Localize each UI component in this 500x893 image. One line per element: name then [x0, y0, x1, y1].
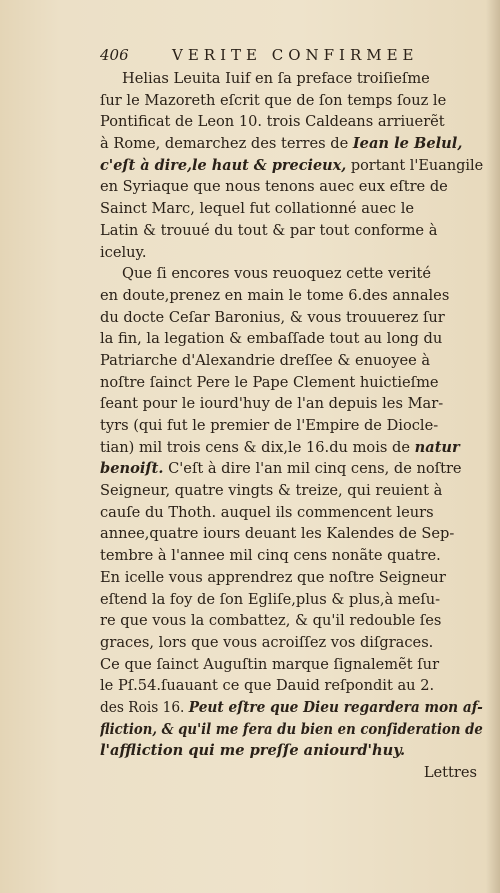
roman-text: Que ſi encores vous reuoquez cette verité: [122, 265, 431, 283]
text-line: [100, 220, 483, 242]
text-line: [100, 242, 483, 264]
text-line: [100, 307, 483, 329]
text-line: [100, 415, 483, 437]
text-line: [100, 393, 483, 415]
text-line: [100, 328, 483, 350]
italic-text: benoiſt.: [100, 460, 164, 478]
roman-text: tian) mil trois cens & dix,le 16.du mois de: [100, 438, 415, 456]
running-title: VERITE CONFIRMEE: [172, 46, 419, 64]
text-line: [100, 437, 483, 459]
text-line: [100, 458, 483, 480]
roman-text: En icelle vous apprendrez que noſtre Seigneur: [100, 568, 446, 586]
italic-text: Peut eſtre que Dieu regardera mon af-: [188, 698, 483, 716]
text-line: [100, 589, 483, 611]
text-line: [100, 372, 483, 394]
text-line: [100, 480, 483, 502]
roman-text: C'eſt à dire l'an mil cinq cens, de noſtre: [163, 460, 462, 478]
italic-text: fliction, & qu'il me fera du bien en conſideration de: [100, 720, 483, 738]
page-number: 406: [100, 46, 129, 64]
roman-text: iceluy.: [100, 243, 147, 261]
roman-text: re que vous la combattez, & qu'il redouble ſes: [100, 612, 442, 630]
text-line: [100, 133, 483, 155]
roman-text: ſur le Mazoreth eſcrit que de ſon temps ſouz le: [100, 91, 447, 109]
text-line: [100, 263, 483, 285]
text-line: [100, 198, 483, 220]
text-line: [100, 285, 483, 307]
text-line: [100, 545, 483, 567]
roman-text: noſtre ſainct Pere le Pape Clement huictieſme: [100, 373, 439, 391]
italic-text: c'eſt à dire,le haut & precieux,: [100, 156, 347, 174]
text-line: [100, 740, 483, 762]
roman-text: du docte Ceſar Baronius, & vous trouuerez ſur: [100, 308, 445, 326]
text-line: [100, 675, 483, 697]
roman-text: des Rois 16.: [100, 698, 189, 716]
roman-text: cauſe du Thoth. auquel ils commencent leurs: [100, 503, 434, 521]
roman-text: Helias Leuita Iuif en ſa preface troiſieſme: [122, 70, 430, 87]
roman-text: Pontificat de Leon 10. trois Caldeans arriuerẽt: [100, 113, 445, 131]
running-header: [100, 46, 480, 68]
body-text: [100, 68, 483, 784]
text-line: [100, 697, 483, 719]
roman-text: en doute,prenez en main le tome 6.des annales: [100, 286, 450, 304]
text-line: [100, 176, 483, 198]
roman-text: Ce que ſainct Auguſtin marque ſignalemẽt ſur: [100, 655, 440, 673]
roman-text: tembre à l'annee mil cinq cens nonãte quatre.: [100, 547, 441, 565]
roman-text: Latin & trouué du tout & par tout conforme à: [100, 221, 438, 239]
italic-text: natur: [414, 438, 460, 456]
text-line: [100, 502, 483, 524]
text-line: [100, 90, 483, 112]
italic-text: Iean le Belul,: [352, 135, 463, 153]
roman-text: eſtend la foy de ſon Egliſe,plus & plus,à meſu-: [100, 590, 441, 608]
roman-text: le Pſ.54.ſuauant ce que Dauid reſpondit au 2.: [100, 677, 435, 695]
gutter-shadow: [486, 0, 500, 893]
roman-text: la fin, la legation & embaſſade tout au long du: [100, 330, 443, 348]
roman-text: Patriarche d'Alexandrie dreſſee & enuoyee à: [100, 351, 431, 369]
text-line: [100, 350, 483, 372]
text-line: [100, 719, 483, 741]
text-line: [100, 155, 483, 177]
roman-text: en Syriaque que nous tenons auec eux eſtre de: [100, 178, 448, 196]
roman-text: annee,quatre iours deuant les Kalendes de Sep-: [100, 525, 455, 543]
roman-text: graces, lors que vous acroiſſez vos diſgraces.: [100, 633, 434, 651]
text-line: [100, 111, 483, 133]
roman-text: portant l'Euangile: [346, 156, 483, 174]
roman-text: Sainct Marc, lequel fut collationné auec le: [100, 200, 415, 218]
roman-text: Seigneur, quatre vingts & treize, qui reuient à: [100, 482, 443, 500]
roman-text: tyrs (qui fut le premier de l'Empire de Diocle-: [100, 417, 439, 434]
text-line: [100, 523, 483, 545]
text-line: [100, 632, 483, 654]
text-line: [100, 68, 483, 90]
text-line: [100, 654, 483, 676]
italic-text: l'affliction qui me preſſe aniourd'huy.: [100, 742, 406, 760]
roman-text: Lettres: [423, 764, 477, 781]
roman-text: ſeant pour le iourd'huy de l'an depuis les Mar-: [100, 395, 444, 413]
text-line: [100, 567, 483, 589]
roman-text: à Rome, demarchez des terres de: [100, 135, 353, 153]
catchword: [100, 762, 483, 784]
text-line: [100, 610, 483, 632]
